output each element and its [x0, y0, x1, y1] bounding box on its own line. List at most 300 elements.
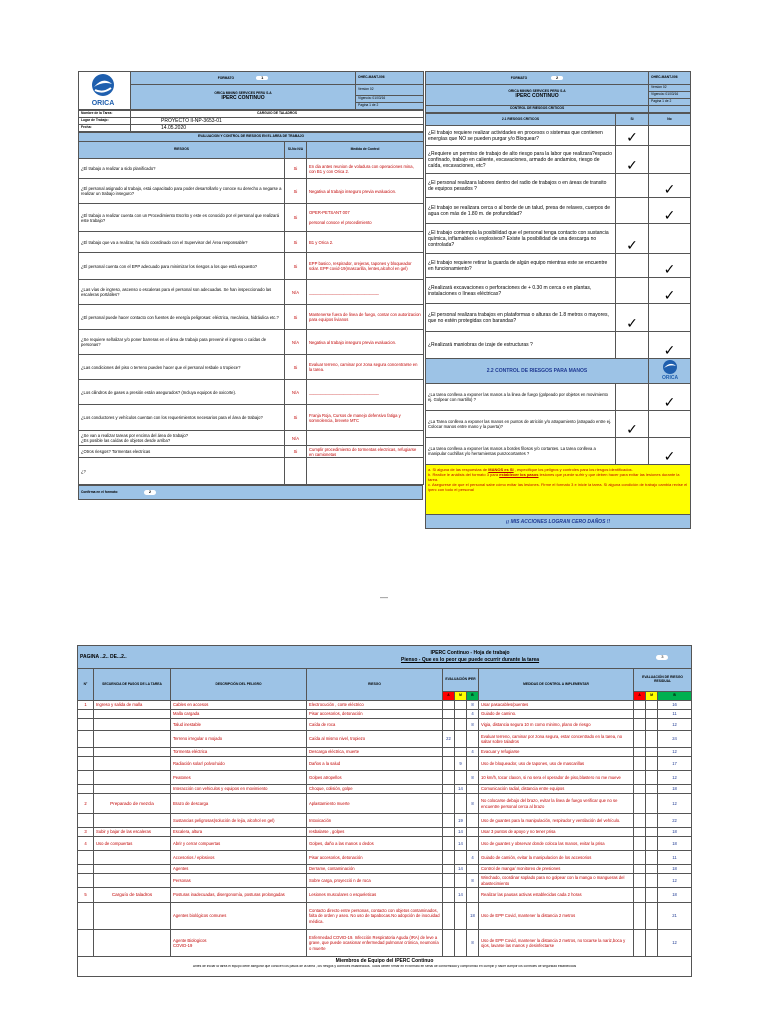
manos-question: ¿La Tarea conlleva a exponer las manos en puntos de atrición y/o atrapamiento (atrapado entre ej. Colocar manos entre mano y la puerta)? [426, 411, 616, 438]
check-si-mark [616, 332, 649, 359]
res-m-value [646, 794, 658, 814]
risk-description: resbalarse , golpes [307, 828, 443, 837]
left-risk-row [79, 232, 424, 253]
left-risk-row [79, 355, 424, 380]
eval-header: EVALUACION Y CONTROL DE RIESGOS EN EL AREA DE TRABAJO [79, 133, 424, 142]
eval-a-value [443, 865, 455, 874]
logo-text: ORICA [91, 100, 115, 107]
eval-a-value [443, 785, 455, 794]
worksheet-row [78, 888, 692, 903]
risk-answer: N/A [285, 330, 307, 355]
control-measure: OPER-PETSANT 007 personal conoce el procedimiento [307, 204, 424, 232]
check-no-mark: ✓ [649, 278, 691, 304]
step-sequence: Subir y bajar de las escaleras [94, 828, 171, 837]
left-risk-row [79, 446, 424, 458]
control-measure-text: Winchado, coordinar soplado para no golpear con la manga o mangueras del abastecimiento [479, 874, 634, 888]
hazard-description: Talud inestable [171, 719, 307, 731]
res-a-value [634, 888, 646, 903]
step-number [78, 785, 94, 794]
critical-question: ¿El trabajo requiere retirar la guarda de algún equipo mientras este se encuentre en funcionamiento? [426, 254, 616, 278]
right-doc-pagina: Pagina 1 de 2 [649, 99, 691, 106]
critical-risk-row [426, 198, 691, 224]
eval-m-value [455, 748, 467, 757]
control-measure-text: Comunicación radial, distancia entre equipos [479, 785, 634, 794]
form-right [425, 71, 690, 529]
res-a-value [634, 794, 646, 814]
manos-no-mark: ✓ [649, 438, 691, 465]
left-info-table [78, 110, 424, 132]
hazard-description: Interacción con vehiculos y equipos en movimiento [171, 785, 307, 794]
critical-risk-row [426, 224, 691, 254]
step-sequence [94, 851, 171, 865]
manos-question: ¿La tarea conlleva a exponer las manos a bordes filosos y/o cortantes. La tarea conlleva a manipular cuchillas y/o herramientas punzocortantes ? [426, 438, 616, 465]
res-a-value [634, 719, 646, 731]
risk-question: ¿El personal asignado al trabajo, está capacitado para poder desarrollarlo y conoce su derecho a negarse a realizar un trabajo inseguro? [79, 179, 285, 204]
risk-description: Pisar accesorios, detonación [307, 851, 443, 865]
step-number [78, 719, 94, 731]
critical-risk-row [426, 146, 691, 174]
eval-b-value: 8 [467, 874, 479, 888]
confirma-number-badge: 2 [144, 490, 156, 495]
check-no-mark [649, 146, 691, 174]
step-number [78, 710, 94, 719]
eval-b: B [467, 692, 479, 701]
res-m-value [646, 719, 658, 731]
risk-question: ¿El personal puede hacer contacto con fuentes de energía peligrosas: eléctrica, mecánica, hidráulica etc.? [79, 305, 285, 330]
res-b-value: 11 [658, 851, 692, 865]
right-subtitle: CONTROL DE RIESGOS CRITICOS [426, 106, 649, 113]
hazard-description: Posturas inadecuadas, disergonomía, posturas prolongadas [171, 888, 307, 903]
eval-a-value: 22 [443, 731, 455, 748]
control-measure-text: Evacuar y refugiarse [479, 748, 634, 757]
res-b-value: 11 [658, 710, 692, 719]
risk-question: ¿Las condiciones del piso o terreno pueden hacer que el personal resbale o tropiece? [79, 355, 285, 380]
control-measure-text: Uso de guantes y observar donde coloca las manos, evitar la prisa [479, 837, 634, 851]
instructions-note: a. Si alguna de las respuestas de MANOS es SI , especifique los peligros y controles para los riesgos identificados. b. Realice le análisis del formato 3 para establecer los pasos lesiones que puede sufrir y que deben hacer para evitar las lesiones durante la tarea. c. Asegurese de que el personal sabe cómo evitar las lesiones. Firme el formato 3 e inicie la tarea. Si alguna condición de trabajo cambia revise el iperc con todo el personal [426, 465, 691, 515]
step-number: 4 [78, 837, 94, 851]
control-measure-text: Uso de guantes para la manipulación, respirador y ventilación del vehículo. [479, 814, 634, 828]
logo-cell [79, 72, 131, 110]
risk-answer: Si [285, 159, 307, 179]
risk-answer: Si [285, 405, 307, 431]
eval-a-value [443, 794, 455, 814]
left-risk-row [79, 305, 424, 330]
right-doc-vigencia: Vigencia: 01/03/16 [649, 92, 691, 99]
hazard-description: Agentes biológicos comunes [171, 903, 307, 930]
check-si-mark [616, 278, 649, 304]
risk-question: ¿Los conductores y vehículos cuentan con los requerimientos necesarios para el área de trabajo? [79, 405, 285, 431]
left-risk-row [79, 253, 424, 280]
worksheet-title: IPERC Continuo - Hoja de trabajo Pienso - Que es lo peor que puede ocurrir durante la tarea [307, 646, 634, 669]
fecha-label: Fecha: [79, 125, 131, 132]
manos-logo-cell [649, 359, 691, 384]
res-b-value: 18 [658, 785, 692, 794]
risk-description: Sobre carga, proyecció n de roca [307, 874, 443, 888]
res-m-value [646, 814, 658, 828]
eval-b-value [467, 828, 479, 837]
worksheet-row [78, 794, 692, 814]
antes-note: Antes de iniciar la tarea el equipo debe asegurar que conocen los pasos de la tarea , los riesgos y controles establecidos. Todos deben firmar en el formato en señal de conformidad y compromiso en cumplir y hacer cumplir los controles de seguridad establecidos [78, 965, 692, 977]
res-m-value [646, 785, 658, 794]
critical-question: ¿El trabajo contempla la posibilidad que el personal tenga contacto con sustancia química, inflamables o explosivos? Existe la posibilidad de una descarga no controlada? [426, 224, 616, 254]
doc-code: OHEC-MANT-006 [356, 72, 424, 85]
manos-si-mark: ✓ [616, 411, 649, 438]
eval-m-value: 14 [455, 837, 467, 851]
col-n: N° [78, 669, 94, 701]
control-measure [307, 431, 424, 446]
eval-m-value [455, 731, 467, 748]
control-measure: En dia antes reunion de voladura con operaciones mina, con B1 y con Orica 2. [307, 159, 424, 179]
hazard-description: Brazo de descarga [171, 794, 307, 814]
right-formato-number-badge: 2 [551, 76, 563, 81]
risk-answer: Si [285, 355, 307, 380]
res-m-value [646, 701, 658, 710]
manos-header: 2.2 CONTROL DE RIESGOS PARA MANOS [426, 359, 649, 384]
res-a: A [634, 692, 646, 701]
col-eval-residual: EVALUACIÓN DE RIESGO RESIDUAL [634, 669, 692, 692]
step-number [78, 814, 94, 828]
hazard-description: Escalera, altura [171, 828, 307, 837]
formato-number-badge: 1 [256, 76, 268, 81]
res-m-value [646, 837, 658, 851]
eval-a-value [443, 719, 455, 731]
control-measure: Evaluar terreno, caminar por zona segura concentrarse en la tarea. [307, 355, 424, 380]
page-separator: — [380, 593, 388, 602]
step-sequence [94, 719, 171, 731]
eval-a-value [443, 930, 455, 957]
left-risk-row [79, 405, 424, 431]
critical-risk-row [426, 332, 691, 359]
hazard-description: Cables en accesos [171, 701, 307, 710]
step-sequence [94, 785, 171, 794]
eval-a-value [443, 748, 455, 757]
eval-b-value [467, 888, 479, 903]
risk-question: ¿Los cilindros de gases a presión están asegurados? (Incluya equipos de oxicorte). [79, 380, 285, 405]
check-si-mark [616, 198, 649, 224]
control-measure-text: 10 km/h, tocar claxon, si no sera el operador de piso,blastero no me mueve [479, 771, 634, 785]
control-measure-text: Uso de EPP Covid, mantener la distancia 2 metros [479, 903, 634, 930]
hazard-description: Abrir y cerrar compuertas [171, 837, 307, 851]
res-a-value [634, 874, 646, 888]
left-header-table [78, 71, 424, 110]
res-a-value [634, 814, 646, 828]
res-b-value: 18 [658, 865, 692, 874]
res-b: B [658, 692, 692, 701]
res-b-value: 22 [658, 814, 692, 828]
eval-a-value [443, 814, 455, 828]
risk-answer: Si [285, 446, 307, 458]
res-b-value: 18 [658, 828, 692, 837]
eval-b-value: 8 [467, 719, 479, 731]
right-header-table [425, 71, 691, 113]
doc-version: Version 02 [356, 85, 424, 96]
step-sequence [94, 731, 171, 748]
res-b-value: 12 [658, 748, 692, 757]
step-number [78, 731, 94, 748]
risk-description: Derrame, contaminación [307, 865, 443, 874]
hazard-description: Terreno irregular o mojado [171, 731, 307, 748]
risk-description: Aplastamiento muerte [307, 794, 443, 814]
step-number [78, 865, 94, 874]
left-risk-row [79, 204, 424, 232]
orica-logo-small-icon [657, 359, 683, 381]
risk-question: ¿El personal cuenta con el EPP adecuado para minimizar los riesgos a los que está expuesto? [79, 253, 285, 280]
eval-b-value [467, 785, 479, 794]
left-footer-table [78, 485, 423, 500]
check-si-mark: ✓ [616, 224, 649, 254]
check-si-mark: ✓ [616, 146, 649, 174]
worksheet-row [78, 719, 692, 731]
res-m-value [646, 771, 658, 785]
res-a-value [634, 930, 646, 957]
risk-answer: N/A [285, 280, 307, 305]
eval-a-value [443, 888, 455, 903]
manos-row [426, 411, 691, 438]
critical-risk-row [426, 174, 691, 198]
step-sequence [94, 757, 171, 771]
hazard-description: Accesorios / eplosivos [171, 851, 307, 865]
control-measure-text: Vigia, distancia segura 10 m como minimo, plano de riesgo [479, 719, 634, 731]
eval-m-value: 14 [455, 828, 467, 837]
eval-b-value: 8 [467, 930, 479, 957]
manos-si-mark [616, 438, 649, 465]
hazard-description: Peatones [171, 771, 307, 785]
left-risk-row [79, 458, 424, 485]
col-medida: Medida de Control [307, 142, 424, 159]
worksheet-row [78, 748, 692, 757]
col-riesgos-criticos: 2.1 RIESGOS CRITICOS [426, 114, 616, 126]
eval-a-value [443, 828, 455, 837]
miembros-label: Miembros de Equipo del IPERC Continuo [78, 957, 692, 965]
step-sequence [94, 710, 171, 719]
worksheet-row [78, 731, 692, 748]
hazard-description: Malla cargada [171, 710, 307, 719]
res-a-value [634, 851, 646, 865]
res-a-value [634, 757, 646, 771]
eval-b-value: 4 [467, 710, 479, 719]
step-sequence [94, 865, 171, 874]
manos-row [426, 384, 691, 411]
risk-description: Choque, colisión, golpe [307, 785, 443, 794]
eval-m-value [455, 903, 467, 930]
lugar-label: Lugar de Trabajo: [79, 118, 131, 125]
critical-question: ¿Realizará excavaciones o perforaciones de + 0.30 m cerca o en plantas, instalaciones o líneas eléctricas? [426, 278, 616, 304]
risk-question: ¿? [79, 458, 285, 485]
risk-description: Descarga eléctrica, muerte [307, 748, 443, 757]
step-number [78, 851, 94, 865]
critical-question: ¿El personal realizara labores dentro del radio de trabajos o en áreas de transito de equipos pesados ? [426, 174, 616, 198]
control-measure: Negativa al trabajo inseguro previa evaluacion. [307, 330, 424, 355]
step-number [78, 757, 94, 771]
left-risk-table [78, 132, 424, 485]
confirma-label: Confirma en el formato: 2 [79, 486, 423, 500]
doc-pagina: Pagina 1 de 2 [356, 103, 424, 110]
res-b-value: 24 [658, 731, 692, 748]
eval-m-value: 9 [455, 757, 467, 771]
worksheet-row [78, 930, 692, 957]
risk-question: ¿Otros riesgos? Tormentas electricas [79, 446, 285, 458]
control-measure: Mantenerse fuera de linea de fuego, contar con autorizacion para equipos livianos [307, 305, 424, 330]
manos-no-mark [649, 411, 691, 438]
worksheet-row [78, 837, 692, 851]
risk-answer: Si [285, 179, 307, 204]
eval-a-value [443, 837, 455, 851]
step-number: 5 [78, 888, 94, 903]
check-no-mark [649, 224, 691, 254]
control-measure [307, 458, 424, 485]
step-number [78, 874, 94, 888]
logo-text-small: ORICA [661, 375, 678, 382]
step-number [78, 930, 94, 957]
eval-b-value: 8 [467, 701, 479, 710]
right-doc-code: OHEC-MANT-006 [649, 72, 691, 85]
step-number: 3 [78, 828, 94, 837]
form-left [78, 71, 423, 500]
control-measure-text: Control de manga/ monitoreo de presiones [479, 865, 634, 874]
worksheet-row [78, 851, 692, 865]
res-m-value [646, 874, 658, 888]
risk-question: ¿Se van a realizar tareas por encima del área de trabajo? ¿Es posible las caídas de objetos desde arriba? [79, 431, 285, 446]
risk-description: Intoxicación [307, 814, 443, 828]
critical-risk-row [426, 278, 691, 304]
eval-a-value [443, 851, 455, 865]
res-b-value: 12 [658, 794, 692, 814]
control-measure-text: No colocarse debajo del brazo, evitar la linea de fuego verificar que no se encuentre personal cerca al brazo [479, 794, 634, 814]
hazard-description: Personas [171, 874, 307, 888]
step-number [78, 748, 94, 757]
check-si-mark: ✓ [616, 126, 649, 146]
risk-description: Pisar accesorios, detonación [307, 710, 443, 719]
nombre-tarea-label: Nombre de la Tarea: [79, 111, 131, 118]
control-measure-text: Guiado de camino. [479, 710, 634, 719]
res-m: M [646, 692, 658, 701]
worksheet [77, 645, 691, 977]
eval-b-value [467, 731, 479, 748]
risk-answer [285, 458, 307, 485]
orica-logo-icon [81, 72, 125, 108]
worksheet-row [78, 785, 692, 794]
eval-b-value: 18 [467, 903, 479, 930]
res-b-value: 16 [658, 701, 692, 710]
eval-m-value [455, 930, 467, 957]
res-m-value [646, 757, 658, 771]
col-no: No [649, 114, 691, 126]
col-secuencia: SECUENCIA DE PASOS DE LA TAREA [94, 669, 171, 701]
worksheet-number: 3 [634, 646, 692, 669]
res-b-value: 17 [658, 757, 692, 771]
eval-b-value: 8 [467, 771, 479, 785]
worksheet-row [78, 701, 692, 710]
res-m-value [646, 888, 658, 903]
risk-question: ¿El trabajo a realizar cuenta con un Procedimiento Escrito y este es conocido por el personal que realizará este trabajo? [79, 204, 285, 232]
res-a-value [634, 748, 646, 757]
worksheet-row [78, 771, 692, 785]
risk-description: Electrocución , corte eléctrico [307, 701, 443, 710]
control-measure: ______________________________ [307, 380, 424, 405]
res-m-value [646, 731, 658, 748]
worksheet-row [78, 874, 692, 888]
eval-a-value [443, 903, 455, 930]
critical-question: ¿Requiere un permiso de trabajo de alto riesgo para la labor que realizara?espacio confinado, trabajo en caliente, excavaciones, armado de andamios, riesgo de caída, excavaciones, etc? [426, 146, 616, 174]
eval-b-value [467, 757, 479, 771]
step-number: 2 [78, 794, 94, 814]
critical-question: ¿Realizará maniobras de izaje de estructuras ? [426, 332, 616, 359]
eval-m: M [455, 692, 467, 701]
risk-answer: Si [285, 305, 307, 330]
check-si-mark: ✓ [616, 304, 649, 332]
col-peligro: DESCRIPCIÓN DEL PELIGRO [171, 669, 307, 701]
control-measure: Franja Roja, Cursos de manejo defensivo fatiga y somnolencia, brevete MTC [307, 405, 424, 431]
worksheet-row [78, 710, 692, 719]
col-riesgo: RIESGO [307, 669, 443, 701]
worksheet-row [78, 757, 692, 771]
worksheet-row [78, 865, 692, 874]
control-measure-text: Uso de EPP Covid, mantener la distancia 2 metros, no tocarse la nariz,boca y ojos, lavarse las manos y desinfectarse [479, 930, 634, 957]
eval-b-value [467, 814, 479, 828]
left-risk-row [79, 179, 424, 204]
eval-m-value [455, 874, 467, 888]
col-medidas: MEDIDAS DE CONTROL A IMPLEMENTAR [479, 669, 634, 701]
hazard-description: Radiación solar/ polvo/ruido [171, 757, 307, 771]
manos-question: ¿La tarea conlleva a exponer las manos a la linea de fuego (golpeado por objetos en movimiento ej. Golpear con martillo) ? [426, 384, 616, 411]
res-b-value: 12 [658, 771, 692, 785]
col-eval: EVALUACIÓN IPER [443, 669, 479, 692]
res-b-value: 12 [658, 719, 692, 731]
step-sequence: Carguío de taladros [94, 888, 171, 903]
critical-risk-row [426, 304, 691, 332]
res-m-value [646, 903, 658, 930]
risk-answer: Si [285, 204, 307, 232]
step-number [78, 771, 94, 785]
header-title: ORICA MINING SERVICES PERU S.A IPERC CONTINUO [131, 85, 356, 110]
risk-description: Caída de roca [307, 719, 443, 731]
critical-question: ¿El trabajo se realizara cerca o al borde de un talud, presa de relaves, cuerpos de agua con más de 1.80 m. de profundidad? [426, 198, 616, 224]
control-measure-text: Realizar las pausas activas establecidas cada 2 horas [479, 888, 634, 903]
right-risk-table [425, 113, 691, 529]
check-no-mark: ✓ [649, 332, 691, 359]
risk-answer: N/A [285, 431, 307, 446]
control-measure-text: Uso de bloqueador, uso de tapones, uso de mascarillas [479, 757, 634, 771]
res-a-value [634, 701, 646, 710]
res-b-value: 18 [658, 888, 692, 903]
right-doc-version: Version 02 [649, 85, 691, 92]
hazard-description: Tormenta eléctrica [171, 748, 307, 757]
risk-question: ¿Se requiere señalizar y/o poner barreras en el área de trabajo para prevenir el ingreso o caídas de personas? [79, 330, 285, 355]
risk-description: Enfermedad COVID-19. Infección Respiratoria Aguda (IRA) de leve a grave, que puede ocasionar enfermedad pulmonar crónica, neumonía o muerte [307, 930, 443, 957]
lugar-value: PROYECTO II-NP-3653-01 [131, 118, 424, 125]
step-sequence: Ingreso y salida de malla [94, 701, 171, 710]
risk-answer: Si [285, 253, 307, 280]
res-a-value [634, 837, 646, 851]
eval-m-value: 14 [455, 865, 467, 874]
worksheet-row [78, 828, 692, 837]
control-measure: ______________________________ [307, 280, 424, 305]
step-sequence [94, 814, 171, 828]
control-measure: Negativa al trabajo inseguro previa evaluacion. [307, 179, 424, 204]
control-measure: Cumplir procedimiento de tormentas electricas, refugiarse en camionetas [307, 446, 424, 458]
risk-question: ¿El trabajo a realizar a sido planificado? [79, 159, 285, 179]
critical-question: ¿El trabajo requiere realizar actividades en procesos o sistemas que contienen energías que NO se pueden purgar y/o Bloquear? [426, 126, 616, 146]
doc-vigencia: Vigencia: 01/03/16 [356, 96, 424, 103]
res-a-value [634, 903, 646, 930]
formato-label: FORMATO 1 [131, 72, 356, 85]
risk-question: ¿El trabajo que va a realizar, ha sido coordinado con el Supervisor del Área responsable? [79, 232, 285, 253]
risk-description: Daños a la salud [307, 757, 443, 771]
eval-a-value [443, 874, 455, 888]
critical-risk-row [426, 254, 691, 278]
res-a-value [634, 771, 646, 785]
left-risk-row [79, 330, 424, 355]
